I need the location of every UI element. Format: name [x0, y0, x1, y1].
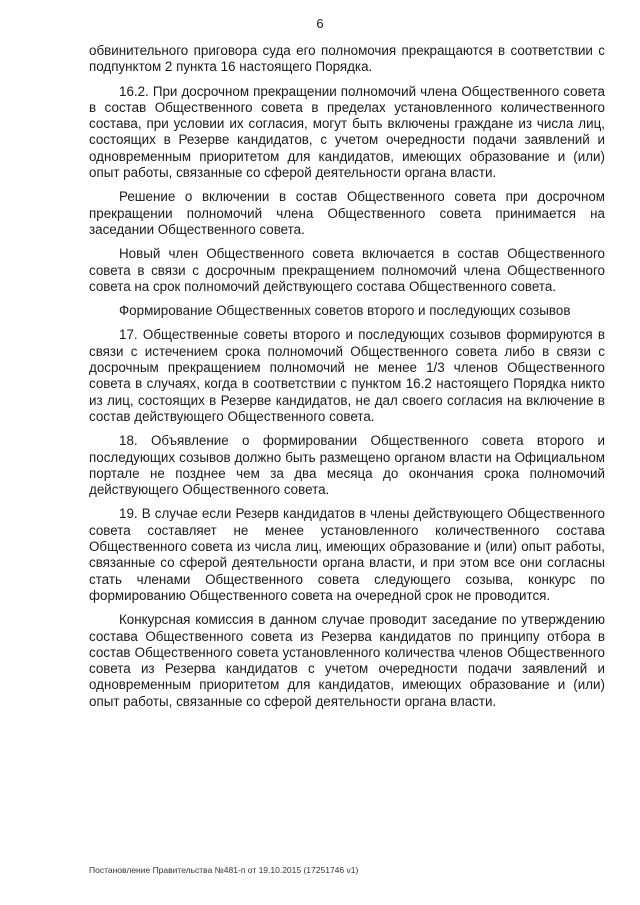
paragraph-clause-17: 17. Общественные советы второго и последующих созывов формируются в связи с истечением срока полномочий Общественного совета либо в связи с досрочным прекращением полномочий не менее 1/3 членов Общественного совета в случаях, когда в соответствии с пунктом 16.2 настоящего Порядка никто из лиц, состоящих в Резерве кандидатов, не дал своего согласия на включение в состав действующего Общественного совета. — [89, 327, 605, 424]
paragraph-commission: Конкурсная комиссия в данном случае проводит заседание по утверждению состава Общественного совета из Резерва кандидатов по принципу отбора в состав Общественного совета установленного количества членов Общественного совета из Резерва кандидатов с учетом очередности подачи заявлений и одновременным приоритетом для кандидатов, имеющих образование и (или) опыт работы, связанные со сферой деятельности органа власти. — [89, 612, 605, 709]
paragraph-clause-16-2: 16.2. При досрочном прекращении полномочий члена Общественного совета в состав Общественного совета в пределах установленного количественного состава, при условии их согласия, могут быть включены граждане из числа лиц, состоящих в Резерве кандидатов, с учетом очередности подачи заявлений и одновременным приоритетом для кандидатов, имеющих образование и (или) опыт работы, связанные со сферой деятельности органа власти. — [89, 83, 605, 181]
paragraph-clause-18: 18. Объявление о формировании Общественного совета второго и последующих созывов должно быть размещено органом власти на Официальном портале не позднее чем за два месяца до окончания срока полномочий действующего Общественного совета. — [89, 433, 605, 498]
document-footer: Постановление Правительства №481-п от 19.10.2015 (17251746 v1) — [89, 865, 359, 875]
paragraph-clause-19: 19. В случае если Резерв кандидатов в члены действующего Общественного совета составляет не менее установленного количественного состава Общественного совета из числа лиц, имеющих образование и (или) опыт работы, связанные со сферой деятельности органа власти, и при этом все они согласны стать членами Общественного совета следующего созыва, конкурс по формированию Общественного совета на очередной срок не проводится. — [89, 506, 605, 603]
paragraph-continuation: обвинительного приговора суда его полномочия прекращаются в соответствии с подпунктом 2 пункта 16 настоящего Порядка. — [89, 43, 605, 75]
page-number: 6 — [316, 16, 324, 31]
document-body — [89, 43, 605, 718]
paragraph-new-member: Новый член Общественного совета включается в состав Общественного совета в связи с досрочным прекращением полномочий члена Общественного совета на срок полномочий действующего состава Общественного совета. — [89, 246, 605, 294]
paragraph-decision: Решение о включении в состав Общественного совета при досрочном прекращении полномочий члена Общественного совета принимается на заседании Общественного совета. — [89, 189, 605, 237]
section-heading: Формирование Общественных советов второго и последующих созывов — [119, 303, 571, 319]
